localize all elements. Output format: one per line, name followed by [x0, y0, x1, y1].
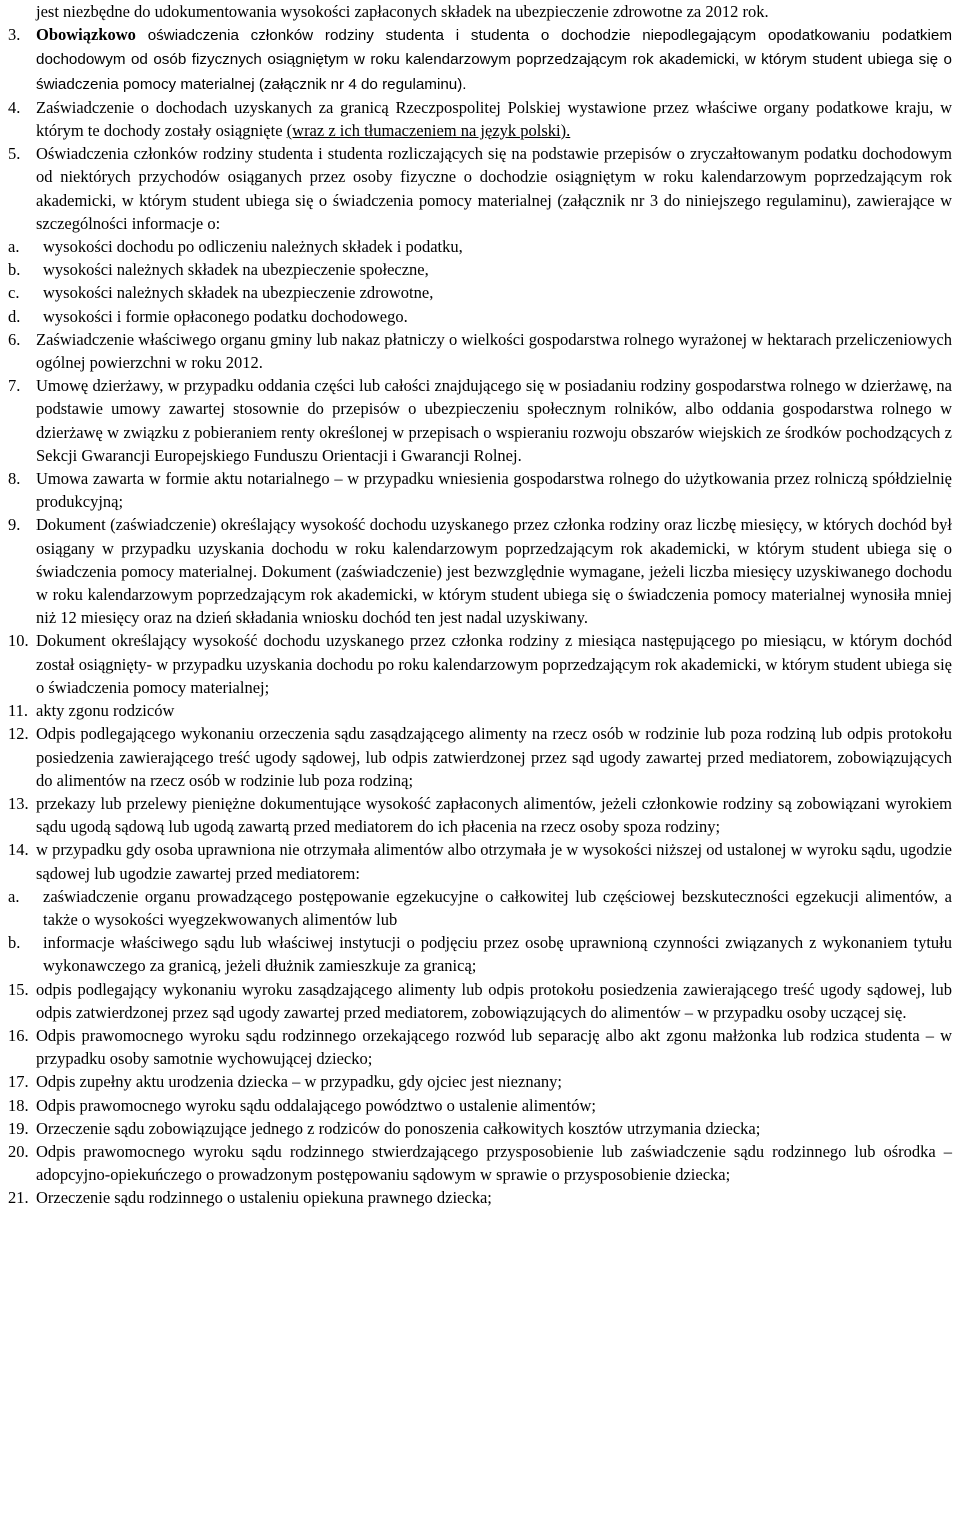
list-item-10: [8, 629, 952, 699]
item-number: 8.: [8, 469, 21, 489]
item-text: Dokument określający wysokość dochodu uzyskanego przez członka rodziny z miesiąca następującego po miesiącu, w którym dochód został osiągnięty- w przypadku uzyskania dochodu po roku kalendarzowym poprzedzającym rok akademicki, w którym student ubiega się o świadczenia pomocy materialnej;: [36, 631, 952, 697]
item-number: 21.: [8, 1188, 29, 1208]
item-text: Odpis prawomocnego wyroku sądu rodzinnego orzekającego rozwód lub separację albo akt zgonu małżonka lub rodzica studenta – w przypadku osoby samotnie wychowującej dziecko;: [36, 1025, 952, 1069]
item-number: 18.: [8, 1095, 29, 1115]
list-item-11: [8, 699, 952, 722]
list-item-14: [8, 838, 952, 884]
list-item-15: [8, 978, 952, 1024]
item-number: 12.: [8, 724, 29, 744]
item-number: 15.: [8, 979, 29, 999]
sub-item-14a: [8, 885, 952, 931]
item-number: 6.: [8, 329, 21, 349]
item-bold-text: Obowiązkowo: [36, 25, 136, 45]
sub-item-text: wysokości dochodu po odliczeniu należnych składek i podatku,: [43, 237, 463, 257]
item-text: Odpis podlegającego wykonaniu orzeczenia sądu zasądzającego alimenty na rzecz osób w rodzinie lub poza rodziną lub odpis protokołu posiedzenia zawierającego treść ugody sądowej, lub odpis zatwierdzonej przez sąd ugody zawartej przed mediatorem, zobowiązujących do alimentów na rzecz osób w rodzinie lub poza rodziną;: [36, 724, 952, 790]
item-number: 11.: [8, 701, 29, 721]
item-number: 13.: [8, 793, 29, 813]
list-item-12: [8, 722, 952, 792]
item-text: Odpis zupełny aktu urodzenia dziecka – w przypadku, gdy ojciec jest nieznany;: [36, 1072, 562, 1092]
item-number: 20.: [8, 1141, 29, 1161]
sub-item-text: wysokości należnych składek na ubezpieczenie zdrowotne,: [43, 283, 434, 303]
item-text: akty zgonu rodziców: [36, 701, 175, 721]
item-number: 10.: [8, 631, 29, 651]
item-number: 19.: [8, 1118, 29, 1138]
item-text: Umowę dzierżawy, w przypadku oddania części lub całości znajdującego się w posiadaniu rodziny gospodarstwa rolnego w dzierżawę, na podstawie umowy zawartej stosownie do przepisów o ubezpieczeniu społecznym rolników, albo oddania gospodarstwa rolnego w dzierżawę w związku z pobieraniem renty określonej w przepisach o wspieraniu rozwoju obszarów wiejskich ze środków pochodzących z Sekcji Gwarancji Europejskiego Funduszu Orientacji i Gwarancji Rolnej.: [36, 376, 952, 465]
list-item-6: [8, 328, 952, 374]
list-item-8: [8, 467, 952, 513]
item-number: 3.: [8, 25, 21, 45]
intro-paragraph: [8, 0, 952, 23]
list-item-7: [8, 374, 952, 467]
sub-item-letter: d.: [8, 306, 21, 326]
item-underlined-text: (wraz z ich tłumaczeniem na język polski).: [286, 121, 571, 141]
sub-item-letter: a.: [8, 237, 20, 257]
item-text: w przypadku gdy osoba uprawniona nie otrzymała alimentów albo otrzymała je w wysokości niższej od ustalonej w wyroku sądu, ugodzie sądowej lub ugodzie zawartej przed mediatorem:: [36, 840, 952, 883]
list-item-18: [8, 1094, 952, 1117]
sub-item-letter: b.: [8, 260, 21, 280]
item-number: 4.: [8, 97, 21, 117]
item-text: Orzeczenie sądu zobowiązujące jednego z rodziców do ponoszenia całkowitych kosztów utrzymania dziecka;: [36, 1118, 761, 1138]
sub-item-text: zaświadczenie organu prowadzącego postępowanie egzekucyjne o całkowitej lub częściowej bezskuteczności egzekucji alimentów, a także o wysokości wyegzekwowanych alimentów lub: [43, 886, 952, 929]
list-item-17: [8, 1070, 952, 1093]
item-number: 9.: [8, 515, 21, 535]
list-item-19: [8, 1117, 952, 1140]
item-text: odpis podlegający wykonaniu wyroku zasądzającego alimenty lub odpis protokołu posiedzenia zawierającego treść ugody sądowej, lub odpis zatwierdzonej przez sąd ugody zawartej przed mediatorem, zobowiązujących do alimentów – w przypadku osoby uczącej się.: [36, 979, 952, 1022]
list-item-20: [8, 1140, 952, 1186]
item-text: Zaświadczenie właściwego organu gminy lub nakaz płatniczy o wielkości gospodarstwa rolnego wyrażonej w hektarach przeliczeniowych ogólnej powierzchni w roku 2012.: [36, 329, 952, 373]
sub-item-text: wysokości i formie opłaconego podatku dochodowego.: [43, 306, 408, 326]
list-item-5: [8, 142, 952, 235]
item-text: Orzeczenie sądu rodzinnego o ustaleniu opiekuna prawnego dziecka;: [36, 1188, 492, 1208]
list-item-4: [8, 96, 952, 142]
item-text: przekazy lub przelewy pieniężne dokumentujące wysokość zapłaconych alimentów, jeżeli członkowie rodziny są zobowiązani wyrokiem sądu ugodą sądową lub ugodą zawartą przed mediatorem do ich płacenia na rzecz osoby spoza rodziny;: [36, 793, 952, 837]
item-number: 7.: [8, 376, 21, 396]
sub-item-letter: c.: [8, 283, 20, 303]
sub-item-5d: [8, 305, 952, 328]
item-number: 17.: [8, 1072, 29, 1092]
item-text: Zaświadczenie o dochodach uzyskanych za granicą Rzeczpospolitej Polskiej wystawione przez właściwe organy podatkowe kraju, w którym te dochody zostały osiągnięte: [36, 97, 952, 141]
item-text: Dokument (zaświadczenie) określający wysokość dochodu uzyskanego przez członka rodziny oraz liczbę miesięcy, w których dochód był osiągany w przypadku uzyskania dochodu w roku kalendarzowym poprzedzającym rok akademicki, w którym student ubiega się o świadczenia pomocy materialnej. Dokument (zaświadczenie) jest bezwzględnie wymagane, jeżeli liczba miesięcy uzyskiwanego dochodu w roku kalendarzowym poprzedzającym rok akademicki, w którym student ubiega się o świadczenia pomocy materialnej wynosiła mniej niż 12 miesięcy oraz na dzień składania wniosku dochód ten jest nadal uzyskiwany.: [36, 515, 952, 628]
sub-item-5c: [8, 281, 952, 304]
item-text: Odpis prawomocnego wyroku sądu rodzinnego stwierdzającego przysposobienie lub zaświadczenie sądu rodzinnego lub ośrodka – adopcyjno-opiekuńczego o prowadzonym postępowaniu sądowym w sprawie o przysposobienie dziecka;: [36, 1141, 952, 1185]
item-text: Umowa zawarta w formie aktu notarialnego – w przypadku wniesienia gospodarstwa rolnego do użytkowania przez rolniczą spółdzielnię produkcyjną;: [36, 469, 952, 512]
sub-item-text: wysokości należnych składek na ubezpieczenie społeczne,: [43, 260, 429, 280]
sub-item-letter: a.: [8, 886, 20, 906]
item-text: Odpis prawomocnego wyroku sądu oddalającego powództwo o ustalenie alimentów;: [36, 1095, 596, 1115]
sub-item-14b: [8, 931, 952, 977]
sub-item-5b: [8, 258, 952, 281]
intro-text: jest niezbędne do udokumentowania wysokości zapłaconych składek na ubezpieczenie zdrowotne za 2012 rok.: [36, 2, 769, 21]
item-number: 14.: [8, 840, 29, 860]
item-number: 16.: [8, 1025, 29, 1045]
item-text: Oświadczenia członków rodziny studenta i studenta rozliczających się na podstawie przepisów o zryczałtowanym podatku dochodowym od niektórych przychodów osiąganych przez osoby fizyczne o dochodzie osiągniętym w roku kalendarzowym poprzedzającym rok akademicki, w którym student ubiega się o świadczenia pomocy materialnej (załącznik nr 3 do niniejszego regulaminu), zawierające w szczególności informacje o:: [36, 144, 952, 233]
list-item-21: [8, 1186, 952, 1209]
list-item-3: [8, 23, 952, 96]
sub-item-text: informacje właściwego sądu lub właściwej instytucji o podjęciu przez osobę uprawnioną czynności związanych z wykonaniem tytułu wykonawczego za granicą, jeżeli dłużnik zamieszkuje za granicą;: [43, 933, 952, 976]
list-item-13: [8, 792, 952, 838]
sub-item-5a: [8, 235, 952, 258]
list-item-9: [8, 513, 952, 629]
item-text: oświadczenia członków rodziny studenta i studenta o dochodzie niepodlegającym opodatkowaniu podatkiem dochodowym od osób fizycznych osiągniętym w roku kalendarzowym poprzedzającym rok akademicki, w którym student ubiega się o świadczenia pomocy materialnej (załącznik nr 4 do regulaminu).: [36, 27, 952, 93]
sub-item-letter: b.: [8, 933, 21, 953]
item-number: 5.: [8, 144, 21, 164]
list-item-16: [8, 1024, 952, 1070]
